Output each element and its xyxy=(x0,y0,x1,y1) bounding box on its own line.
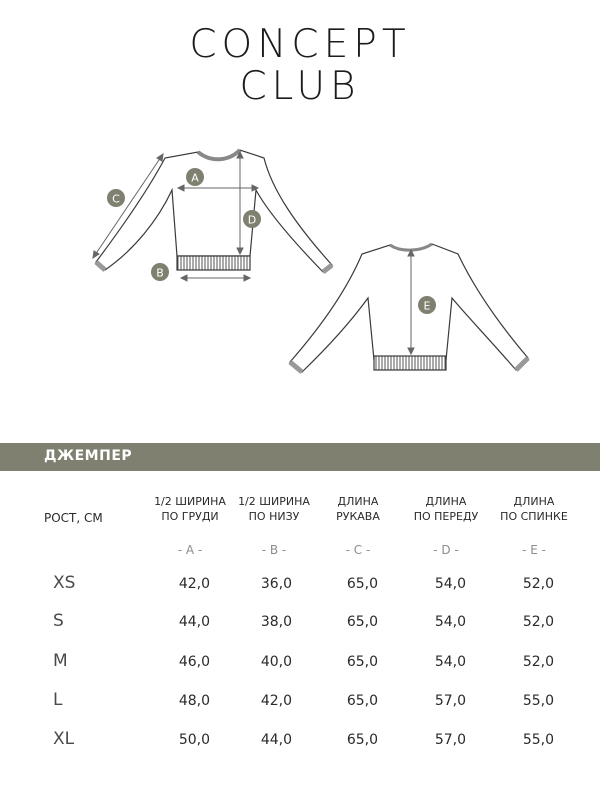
section-title: ДЖЕМПЕР xyxy=(44,448,133,464)
front-view-sweater xyxy=(96,150,332,272)
col-code-a: - A - xyxy=(177,543,203,557)
size-label: M xyxy=(53,651,68,671)
table-cell: 65,0 xyxy=(346,732,378,748)
table-cell: 54,0 xyxy=(434,654,466,670)
col-header-c: ДЛИНА РУКАВА xyxy=(336,495,380,523)
label-b: B xyxy=(156,266,164,280)
table-cell: 46,0 xyxy=(178,654,210,670)
table-cell: 36,0 xyxy=(260,576,292,592)
table-cell: 54,0 xyxy=(434,614,466,630)
col-header-e: ДЛИНА ПО СПИНКЕ xyxy=(500,495,568,523)
table-cell: 55,0 xyxy=(522,693,554,709)
table-cell: 57,0 xyxy=(434,732,466,748)
label-e: E xyxy=(423,299,431,313)
table-cell: 52,0 xyxy=(522,614,554,630)
col-header-a: 1/2 ШИРИНА ПО ГРУДИ xyxy=(154,495,226,523)
table-cell: 55,0 xyxy=(522,732,554,748)
label-d: D xyxy=(247,213,257,227)
section-banner xyxy=(0,443,600,471)
table-cell: 52,0 xyxy=(522,654,554,670)
table-cell: 50,0 xyxy=(178,732,210,748)
table-cell: 52,0 xyxy=(522,576,554,592)
table-cell: 40,0 xyxy=(260,654,292,670)
label-c-badge xyxy=(107,189,125,207)
label-e-badge xyxy=(418,296,436,314)
table-cell: 42,0 xyxy=(260,693,292,709)
label-a-badge xyxy=(186,168,204,186)
size-label: S xyxy=(53,611,64,631)
col-header-d: ДЛИНА ПО ПЕРЕДУ xyxy=(413,495,479,523)
label-d-badge xyxy=(243,210,261,228)
col-code-e: - E - xyxy=(522,543,546,557)
table-cell: 44,0 xyxy=(178,614,210,630)
table-cell: 57,0 xyxy=(434,693,466,709)
brand-logo-line2: CLUB xyxy=(239,64,361,109)
table-cell: 65,0 xyxy=(346,576,378,592)
size-label: L xyxy=(53,690,63,710)
table-cell: 65,0 xyxy=(346,614,378,630)
rowhead-label: РОСТ, СМ xyxy=(44,511,103,525)
table-cell: 65,0 xyxy=(346,654,378,670)
size-label: XL xyxy=(53,729,75,749)
col-header-b: 1/2 ШИРИНА ПО НИЗУ xyxy=(238,495,310,523)
table-cell: 48,0 xyxy=(178,693,210,709)
table-cell: 65,0 xyxy=(346,693,378,709)
col-code-d: - D - xyxy=(433,543,459,557)
label-c: C xyxy=(112,192,120,206)
table-cell: 42,0 xyxy=(178,576,210,592)
table-cell: 44,0 xyxy=(260,732,292,748)
label-b-badge xyxy=(151,263,169,281)
table-cell: 54,0 xyxy=(434,576,466,592)
garment-diagram xyxy=(0,130,600,390)
col-code-b: - B - xyxy=(261,543,287,557)
size-label: XS xyxy=(53,573,76,593)
label-a: A xyxy=(191,171,199,185)
col-code-c: - C - xyxy=(345,543,371,557)
table-cell: 38,0 xyxy=(260,614,292,630)
brand-logo-line1: CONCEPT xyxy=(189,22,411,67)
